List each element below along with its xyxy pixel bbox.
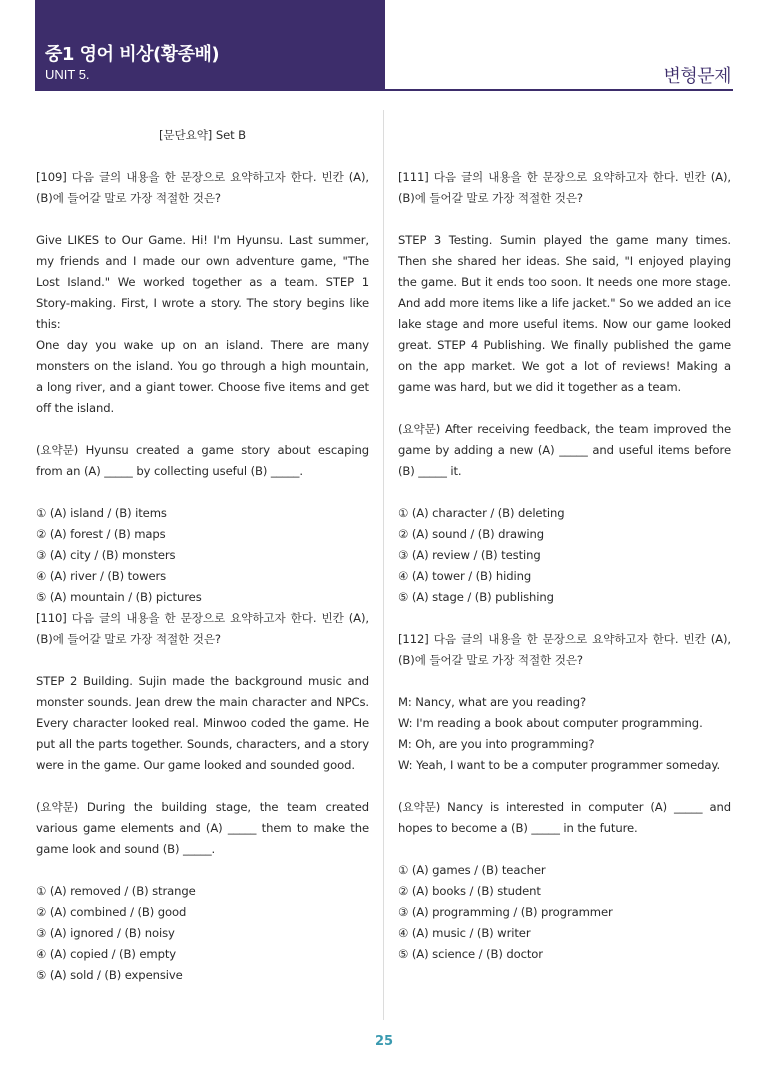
question-stem: [111] 다음 글의 내용을 한 문장으로 요약하고자 한다. 빈칸 (A), (B)에 들어갈 말로 가장 적절한 것은? [398,170,731,205]
answer-option[interactable]: ② (A) books / (B) student [398,884,541,898]
question-109 [36,167,369,608]
answer-option[interactable]: ② (A) forest / (B) maps [36,527,166,541]
answer-option[interactable]: ③ (A) city / (B) monsters [36,548,176,562]
dialogue-line: W: Yeah, I want to be a computer programmer someday. [398,758,721,772]
page-number: 25 [374,1034,394,1049]
passage-paragraph: STEP 3 Testing. Sumin played the game many times. Then she shared her ideas. She said, "I enjoyed playing the game. But it ends too soon. It needs one more stage. And add more items like a life jacket." So we added an ice lake stage and more useful items. Now our game looked great. STEP 4 Publishing. We finally published the game on the app market. We got a lot of reviews! Making a game was hard, but we did it together as a team. [398,233,731,394]
header-banner [35,0,385,91]
dialogue-line: M: Oh, are you into programming? [398,737,595,751]
summary-sentence: (요약문) During the building stage, the team created various game elements and (A) _____ them to make the game look and sound (B) _____. [36,800,369,856]
answer-option[interactable]: ② (A) combined / (B) good [36,905,187,919]
unit-label: UNIT 5. [45,67,90,82]
summary-sentence: (요약문) Nancy is interested in computer (A) _____ and hopes to become a (B) _____ in the future. [398,800,731,835]
passage-paragraph: One day you wake up on an island. There are many monsters on the island. You go through a high mountain, a long river, and a giant tower. Choose five items and get off the island. [36,338,369,415]
summary-sentence: (요약문) Hyunsu created a game story about escaping from an (A) _____ by collecting useful (B) _____. [36,443,369,478]
question-111 [398,167,731,608]
answer-option[interactable]: ② (A) sound / (B) drawing [398,527,545,541]
question-110 [36,608,369,986]
question-stem: [110] 다음 글의 내용을 한 문장으로 요약하고자 한다. 빈칸 (A), (B)에 들어갈 말로 가장 적절한 것은? [36,611,369,646]
answer-option[interactable]: ① (A) games / (B) teacher [398,863,546,877]
answer-option[interactable]: ① (A) removed / (B) strange [36,884,196,898]
answer-option[interactable]: ⑤ (A) science / (B) doctor [398,947,543,961]
column-divider [383,110,384,1020]
dialogue-line: W: I'm reading a book about computer programming. [398,716,703,730]
answer-option[interactable]: ④ (A) tower / (B) hiding [398,569,532,583]
book-title: 중1 영어 비상(황종배) [45,44,220,65]
dialogue-line: M: Nancy, what are you reading? [398,695,587,709]
header-rule [385,89,733,91]
answer-option[interactable]: ① (A) island / (B) items [36,506,167,520]
passage-paragraph: Give LIKES to Our Game. Hi! I'm Hyunsu. Last summer, my friends and I made our own adventure game, "The Lost Island." We worked together as a team. STEP 1 Story-making. First, I wrote a story. The story begins like this: [36,233,369,331]
answer-option[interactable]: ④ (A) music / (B) writer [398,926,531,940]
question-stem: [109] 다음 글의 내용을 한 문장으로 요약하고자 한다. 빈칸 (A), (B)에 들어갈 말로 가장 적절한 것은? [36,170,369,205]
question-112 [398,629,731,965]
right-column [398,120,731,965]
summary-sentence: (요약문) After receiving feedback, the team improved the game by adding a new (A) _____ and useful items before (B) _____ it. [398,422,731,478]
answer-option[interactable]: ① (A) character / (B) deleting [398,506,565,520]
answer-option[interactable]: ③ (A) review / (B) testing [398,548,541,562]
left-column [36,120,369,986]
answer-option[interactable]: ⑤ (A) mountain / (B) pictures [36,590,202,604]
question-stem: [112] 다음 글의 내용을 한 문장으로 요약하고자 한다. 빈칸 (A), (B)에 들어갈 말로 가장 적절한 것은? [398,632,731,667]
answer-option[interactable]: ⑤ (A) stage / (B) publishing [398,590,554,604]
answer-option[interactable]: ④ (A) river / (B) towers [36,569,167,583]
passage-paragraph: STEP 2 Building. Sujin made the background music and monster sounds. Jean drew the main character and NPCs. Every character looked real. Minwoo coded the game. He put all the parts together. Sounds, characters, and a story were in the game. Our game looked and sounded good. [36,674,369,772]
answer-option[interactable]: ④ (A) copied / (B) empty [36,947,177,961]
section-title: [문단요약] Set B [158,128,246,142]
answer-option[interactable]: ⑤ (A) sold / (B) expensive [36,968,183,982]
answer-option[interactable]: ③ (A) ignored / (B) noisy [36,926,175,940]
answer-option[interactable]: ③ (A) programming / (B) programmer [398,905,613,919]
section-label: 변형문제 [663,66,731,87]
